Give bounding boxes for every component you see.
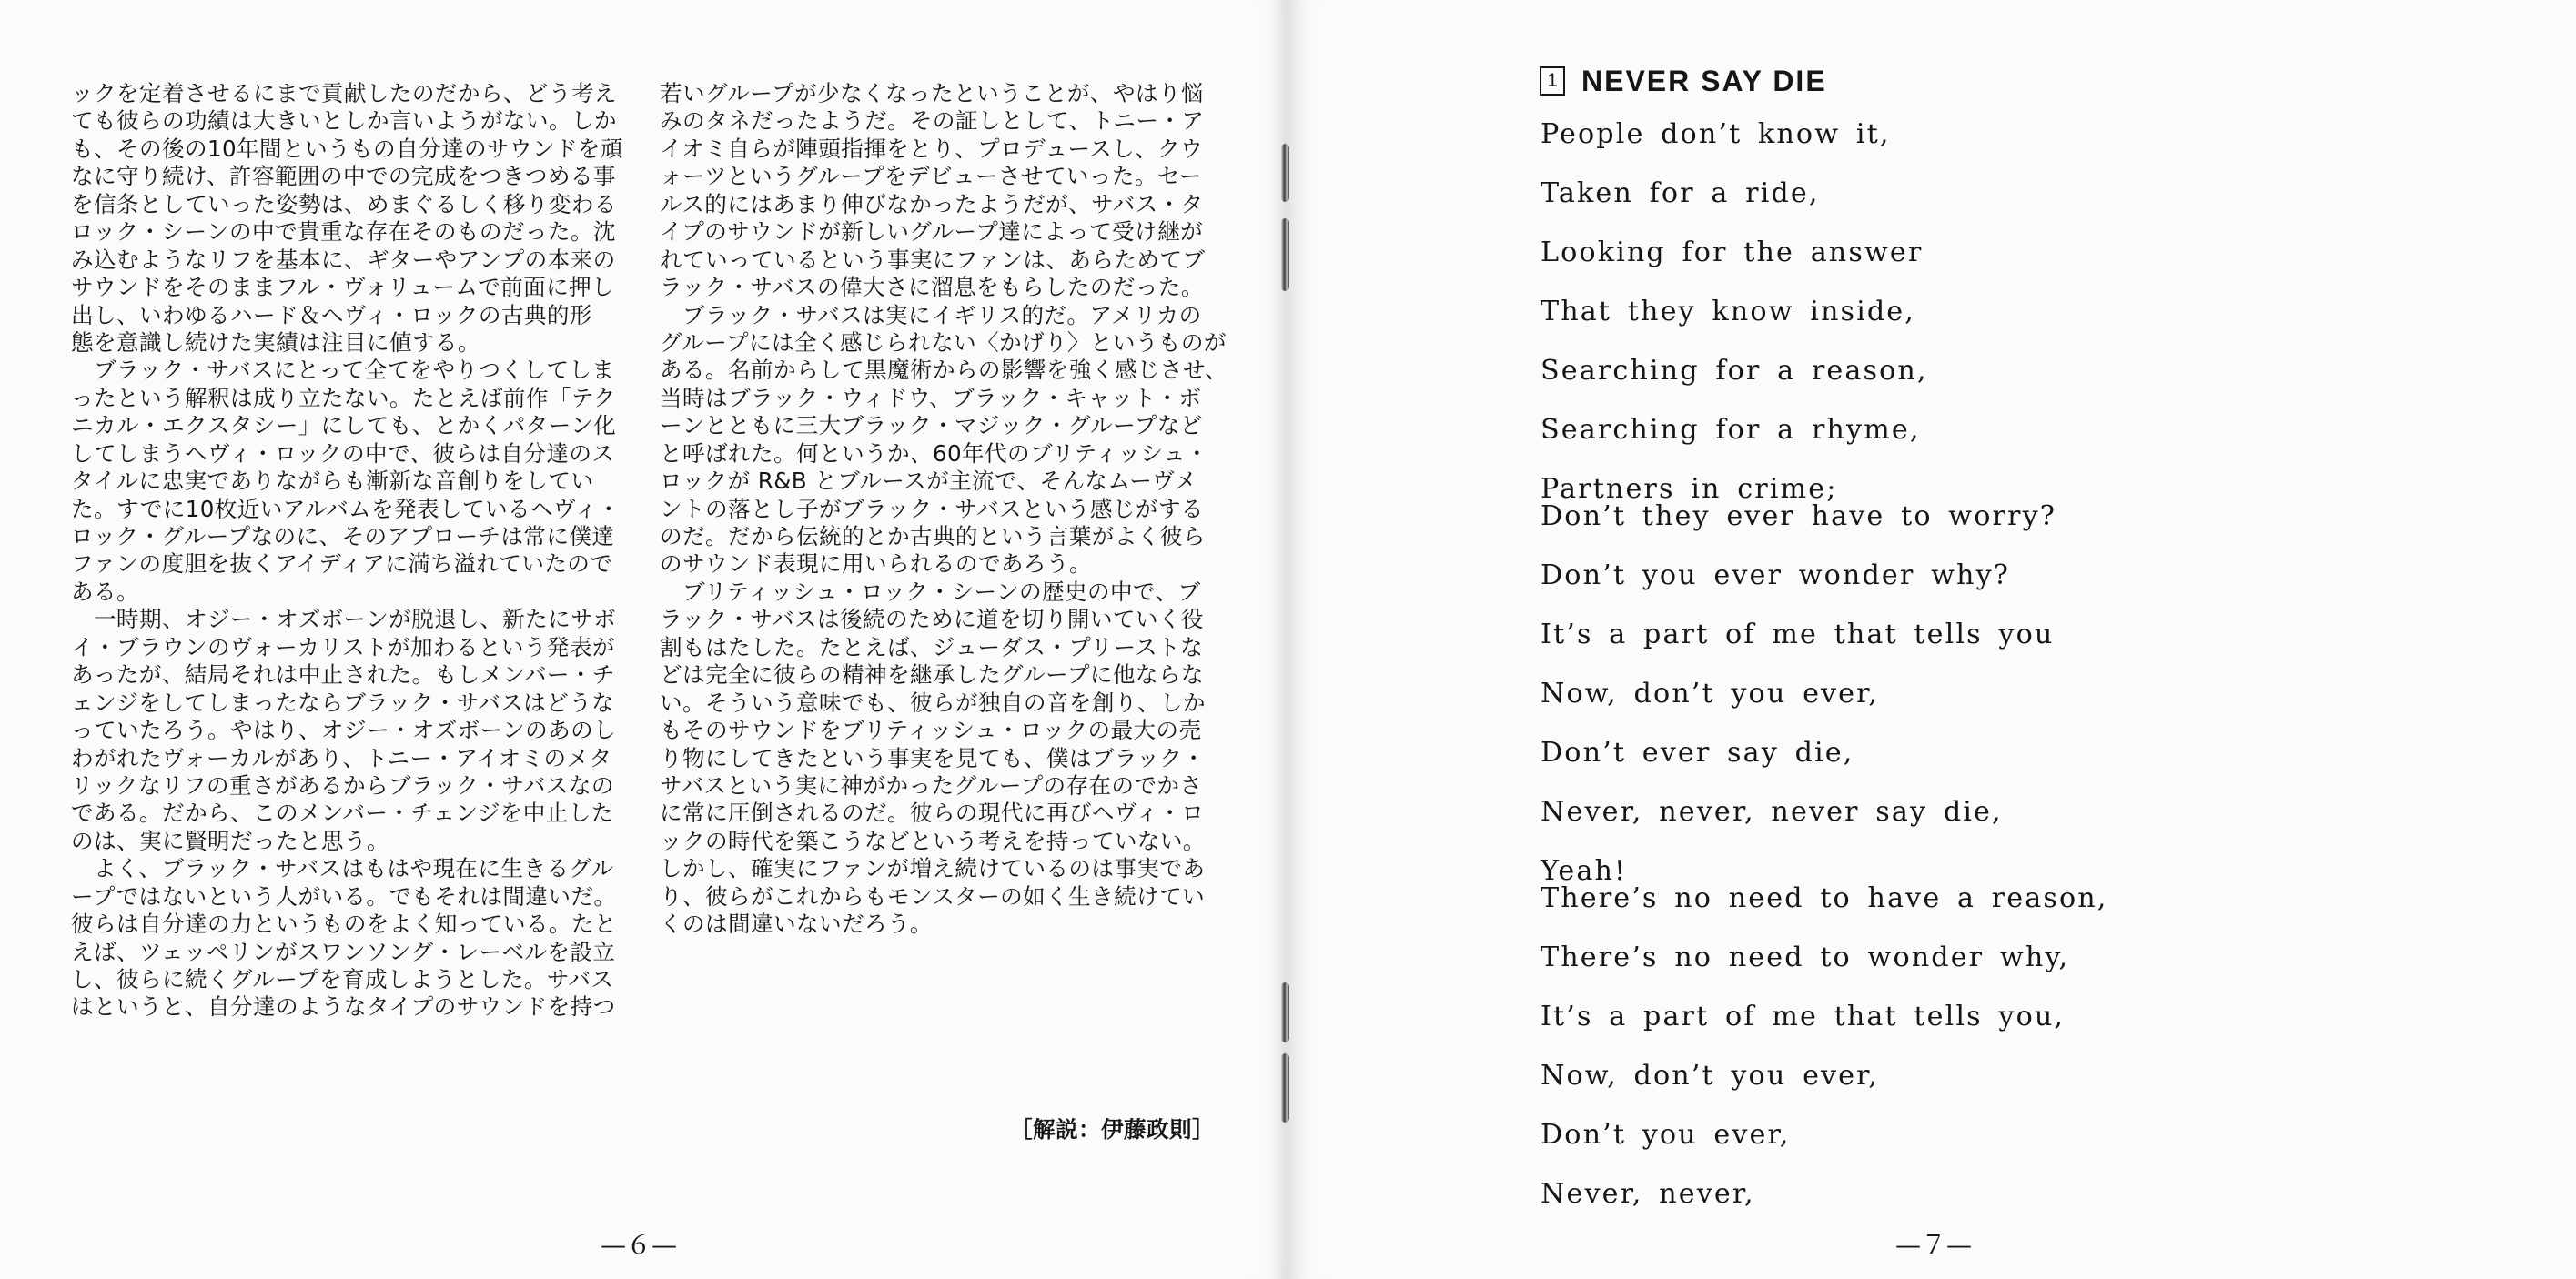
commentary-line: サバスという実に神がかったグループの存在のでかさ — [660, 771, 1203, 799]
lyric-line: Looking for the answer — [1541, 237, 1924, 268]
commentary-line: ラック・サバスの偉大さに溜息をもらしたのだった。 — [660, 274, 1204, 301]
commentary-line: 態を意識し続けた実績は注目に値する。 — [71, 328, 480, 356]
track-number-box: 1 — [1540, 66, 1565, 96]
commentary-line: イプのサウンドが新しいグループ達によって受け継が — [660, 218, 1204, 246]
commentary-line: のサウンド表現に用いられるのであろう。 — [660, 550, 1092, 578]
commentary-line: イ・ブラウンのヴォーカリストが加わるという発表が — [71, 633, 615, 660]
commentary-line: タイルに忠実でありながらも漸新な音創りをしてい — [71, 468, 594, 495]
staple-icon — [1281, 218, 1289, 291]
commentary-line: 若いグループが少なくなったということが、やはり悩 — [660, 80, 1204, 106]
commentary-line: 割もはたした。たとえば、ジューダス・プリーストな — [660, 633, 1204, 660]
lyric-line: It’s a part of me that tells you — [1541, 619, 2055, 650]
lyric-line: Now, don’t you ever, — [1541, 1060, 1880, 1092]
commentary-column-2 — [660, 80, 1228, 939]
lyric-line: Never, never, — [1541, 1178, 1755, 1210]
commentary-line: ックを定着させるにまで貢献したのだから、どう考え — [71, 80, 617, 106]
lyric-line: Now, don’t you ever, — [1541, 678, 1880, 710]
commentary-line: ロック・シーンの中で貴重な存在そのものだった。沈 — [71, 218, 616, 246]
commentary-line: れていっているという事実にファンは、あらためてブ — [660, 246, 1206, 273]
commentary-line: ファンの度胆を抜くアイディアに満ち溢れていたので — [71, 550, 613, 578]
commentary-line: リックなリフの重さがあるからブラック・サバスなの — [71, 771, 614, 799]
lyric-line: Taken for a ride, — [1541, 177, 1820, 209]
commentary-line: 一時期、オジー・オズボーンが脱退し、新たにサボ — [71, 606, 617, 633]
lyric-line: Yeah! — [1541, 855, 1628, 887]
commentary-line: り物にしてきたという事実を見ても、僕はブラック・ — [660, 744, 1206, 771]
commentary-line: ープではないという人がいる。でもそれは間違いだ。 — [71, 882, 617, 910]
lyric-line: Don’t they ever have to worry? — [1541, 500, 2057, 532]
commentary-line: ロックが R&B とブルースが主流で、そんなムーヴメ — [660, 468, 1197, 495]
commentary-line: である。だから、このメンバー・チェンジを中止した — [71, 800, 614, 827]
song-title — [1540, 64, 1827, 98]
commentary-line: ォーツというグループをデビューさせていった。セー — [660, 163, 1202, 190]
page-number-right: —７— — [1895, 1230, 1973, 1260]
commentary-line: り、彼らがこれからもモンスターの如く生き続けてい — [660, 882, 1206, 910]
lyric-line: Searching for a reason, — [1541, 355, 1928, 387]
commentary-line: ある。名前からして黒魔術からの影響を強く感じさせ、 — [660, 357, 1228, 384]
staple-icon — [1281, 1053, 1289, 1123]
commentary-line: っていたろう。やはり、オジー・オズボーンのあのし — [71, 717, 617, 744]
lyric-line: Don’t ever say die, — [1541, 737, 1854, 769]
commentary-line: グループには全く感じられない〈かげり〉というものが — [660, 328, 1227, 356]
commentary-line: ェンジをしてしまったならブラック・サバスはどうな — [71, 689, 615, 716]
page-number-left: —６— — [601, 1230, 678, 1260]
lyric-line: There’s no need to wonder why, — [1541, 942, 2070, 973]
commentary-line: のは、実に賢明だったと思う。 — [71, 827, 389, 854]
commentary-line: た。すでに10枚近いアルバムを発表しているヘヴィ・ — [71, 495, 621, 522]
commentary-line: 当時はブラック・ウィドウ、ブラック・キャット・ボ — [660, 384, 1202, 411]
commentary-line: ある。 — [71, 578, 139, 605]
commentary-line: ブリティッシュ・ロック・シーンの歴史の中で、ブ — [660, 578, 1201, 605]
commentary-line: と呼ばれた。何というか、60年代のブリティッシュ・ — [660, 439, 1209, 467]
commentary-line: イオミ自らが陣頭指揮をとり、プロデュースし、クウ — [660, 135, 1204, 162]
lyric-line: Never, never, never say die, — [1541, 796, 2003, 828]
commentary-column-1 — [71, 80, 626, 1022]
commentary-line: み込むようなリフを基本に、ギターやアンプの本来の — [71, 246, 616, 273]
commentary-line: もそのサウンドをブリティッシュ・ロックの最大の売 — [660, 717, 1202, 744]
lyric-line: People don’t know it, — [1541, 118, 1891, 150]
commentary-line: ントの落とし子がブラック・サバスという感じがする — [660, 495, 1204, 522]
commentary-line: してしまうヘヴィ・ロックの中で、彼らは自分達のス — [71, 439, 615, 467]
commentary-line: ても彼らの功績は大きいとしか言いようがない。しか — [71, 107, 617, 135]
commentary-line: ったという解釈は成り立たない。たとえば前作「テク — [71, 384, 616, 411]
commentary-line: なに守り続け、許容範囲の中での完成をつきつめる事 — [71, 163, 616, 190]
commentary-line: ロック・グループなのに、そのアプローチは常に僕達 — [71, 523, 615, 549]
lyric-line: Don’t you ever, — [1541, 1119, 1791, 1151]
commentary-line: みのタネだったようだ。その証しとして、トニー・ア — [660, 107, 1205, 135]
commentary-line: ックの時代を築こうなどという考えを持っていない。 — [660, 827, 1206, 854]
lyric-line: It’s a part of me that tells you, — [1541, 1001, 2066, 1032]
commentary-line: 出し、いわゆるハード＆ヘヴィ・ロックの古典的形 — [71, 301, 592, 328]
commentary-line: に常に圧倒されるのだ。彼らの現代に再びヘヴィ・ロ — [660, 800, 1205, 827]
commentary-line: あったが、結局それは中止された。もしメンバー・チ — [71, 661, 615, 689]
commentary-credit: ［解説：伊藤政則］ — [1010, 1116, 1215, 1143]
commentary-line: サウンドをそのままフル・ヴォリュームで前面に押し — [71, 274, 615, 301]
commentary-line: を信条としていった姿勢は、めまぐるしく移り変わる — [71, 190, 617, 217]
commentary-line: しかし、確実にファンが増え続けているのは事実であ — [660, 855, 1206, 882]
commentary-line: い。そういう意味でも、彼らが独自の音を創り、しか — [660, 689, 1206, 716]
staple-icon — [1281, 982, 1289, 1042]
commentary-line: ラック・サバスは後続のために道を切り開いていく役 — [660, 606, 1204, 633]
lyric-line: There’s no need to have a reason, — [1541, 882, 2108, 914]
commentary-line: ルス的にはあまり伸びなかったようだが、サバス・タ — [660, 190, 1204, 217]
commentary-line: ーンとともに三大ブラック・マジック・グループなど — [660, 412, 1203, 439]
staple-icon — [1281, 144, 1289, 202]
commentary-line: どは完全に彼らの精神を継承したグループに他ならな — [660, 661, 1204, 689]
song-title-text: NEVER SAY DIE — [1581, 64, 1827, 97]
commentary-line: わがれたヴォーカルがあり、トニー・アイオミのメタ — [71, 744, 612, 771]
commentary-line: ニカル・エクスタシー」にしても、とかくパターン化 — [71, 412, 617, 439]
lyric-line: That they know inside, — [1541, 296, 1915, 327]
commentary-line: ブラック・サバスにとって全てをやりつくしてしま — [71, 357, 615, 384]
lyric-line: Searching for a rhyme, — [1541, 414, 1921, 446]
lyric-line: Don’t you ever wonder why? — [1541, 559, 2011, 591]
commentary-line: えば、ツェッペリンがスワンソング・レーベルを設立 — [71, 938, 616, 965]
commentary-line: よく、ブラック・サバスはもはや現在に生きるグル — [71, 855, 614, 882]
lyric-line: Partners in crime; — [1541, 473, 1838, 505]
commentary-line: ブラック・サバスは実にイギリス的だ。アメリカの — [660, 301, 1202, 328]
commentary-line: 彼らは自分達の力というものをよく知っている。たと — [71, 911, 617, 938]
commentary-line: し、彼らに続くグループを育成しようとした。サバス — [71, 966, 614, 992]
commentary-line: はというと、自分達のようなタイプのサウンドを持つ — [71, 993, 616, 1021]
commentary-line: のだ。だから伝統的とか古典的という言葉がよく彼ら — [660, 523, 1206, 549]
commentary-line: も、その後の10年間というもの自分達のサウンドを頑 — [71, 135, 623, 162]
commentary-line: くのは間違いないだろう。 — [660, 911, 933, 938]
